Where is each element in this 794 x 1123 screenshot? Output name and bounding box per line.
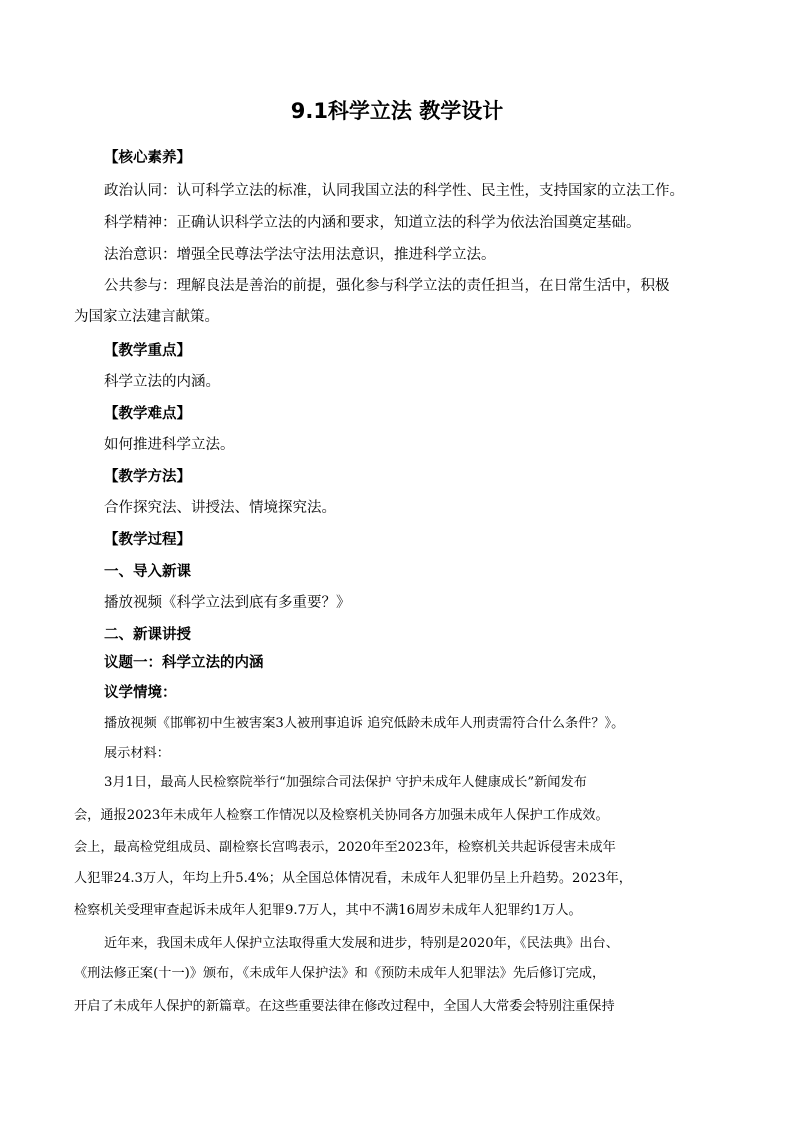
- difficulty-text: 如何推进科学立法。: [104, 437, 235, 453]
- section-heading-process: 【教学过程】: [104, 532, 191, 548]
- document-title: 9.1科学立法 教学设计: [290, 99, 504, 123]
- core-literacy-item: 公共参与：理解良法是善治的前提，强化参与科学立法的责任担当，在日常生活中，积极: [104, 278, 670, 294]
- methods-text: 合作探究法、讲授法、情境探究法。: [104, 500, 336, 516]
- core-literacy-item: 法治意识：增强全民尊法学法守法用法意识，推进科学立法。: [104, 247, 496, 263]
- topic1-heading: 议题一：科学立法的内涵: [104, 655, 264, 671]
- video-text: 播放视频《邯郸初中生被害案3人被刑事追诉 追究低龄未成年人刑责需符合什么条件？》。: [104, 716, 625, 731]
- core-literacy-item: 为国家立法建言献策。: [74, 309, 219, 325]
- material-line: 检察机关受理审查起诉未成年人犯罪9.7万人，其中不满16周岁未成年人犯罪约1万人。: [74, 903, 582, 918]
- section-heading-key-point: 【教学重点】: [104, 343, 191, 359]
- intro-text: 播放视频《科学立法到底有多重要？》: [104, 595, 351, 611]
- material-line: 人犯罪24.3万人，年均上升5.4%；从全国总体情况看，未成年人犯罪仍呈上升趋势。2023年，: [74, 871, 632, 886]
- material-line: 近年来，我国未成年人保护立法取得重大发展和进步，特别是2020年，《民法典》出台、: [104, 936, 619, 951]
- material-line: 会上，最高检党组成员、副检察长宫鸣表示，2020年至2023年，检察机关共起诉侵害未成年: [74, 840, 616, 855]
- section-heading-methods: 【教学方法】: [104, 469, 191, 485]
- section-heading-difficulty: 【教学难点】: [104, 406, 191, 422]
- material-line: 开启了未成年人保护的新篇章。在这些重要法律在修改过程中，全国人大常委会特别注重保持: [74, 999, 615, 1014]
- core-literacy-item: 科学精神：正确认识科学立法的内涵和要求，知道立法的科学为依法治国奠定基础。: [104, 215, 641, 231]
- intro-heading: 一、导入新课: [104, 564, 191, 580]
- material-line: 会，通报2023年未成年人检察工作情况以及检察机关协同各方加强未成年人保护工作成效。: [74, 808, 609, 823]
- section-heading-core-literacy: 【核心素养】: [104, 150, 191, 166]
- new-lesson-heading: 二、新课讲授: [104, 627, 191, 643]
- core-literacy-item: 政治认同：认可科学立法的标准，认同我国立法的科学性、民主性，支持国家的立法工作。: [104, 183, 684, 199]
- material-line: 《刑法修正案(十一)》颁布，《未成年人保护法》和《预防未成年人犯罪法》先后修订完成，: [74, 966, 606, 981]
- material-line: 3月1日，最高人民检察院举行“加强综合司法保护 守护未成年人健康成长”新闻发布: [104, 775, 587, 790]
- key-point-text: 科学立法的内涵。: [104, 374, 220, 390]
- material-label: 展示材料：: [104, 746, 170, 761]
- situation-heading: 议学情境：: [104, 685, 177, 701]
